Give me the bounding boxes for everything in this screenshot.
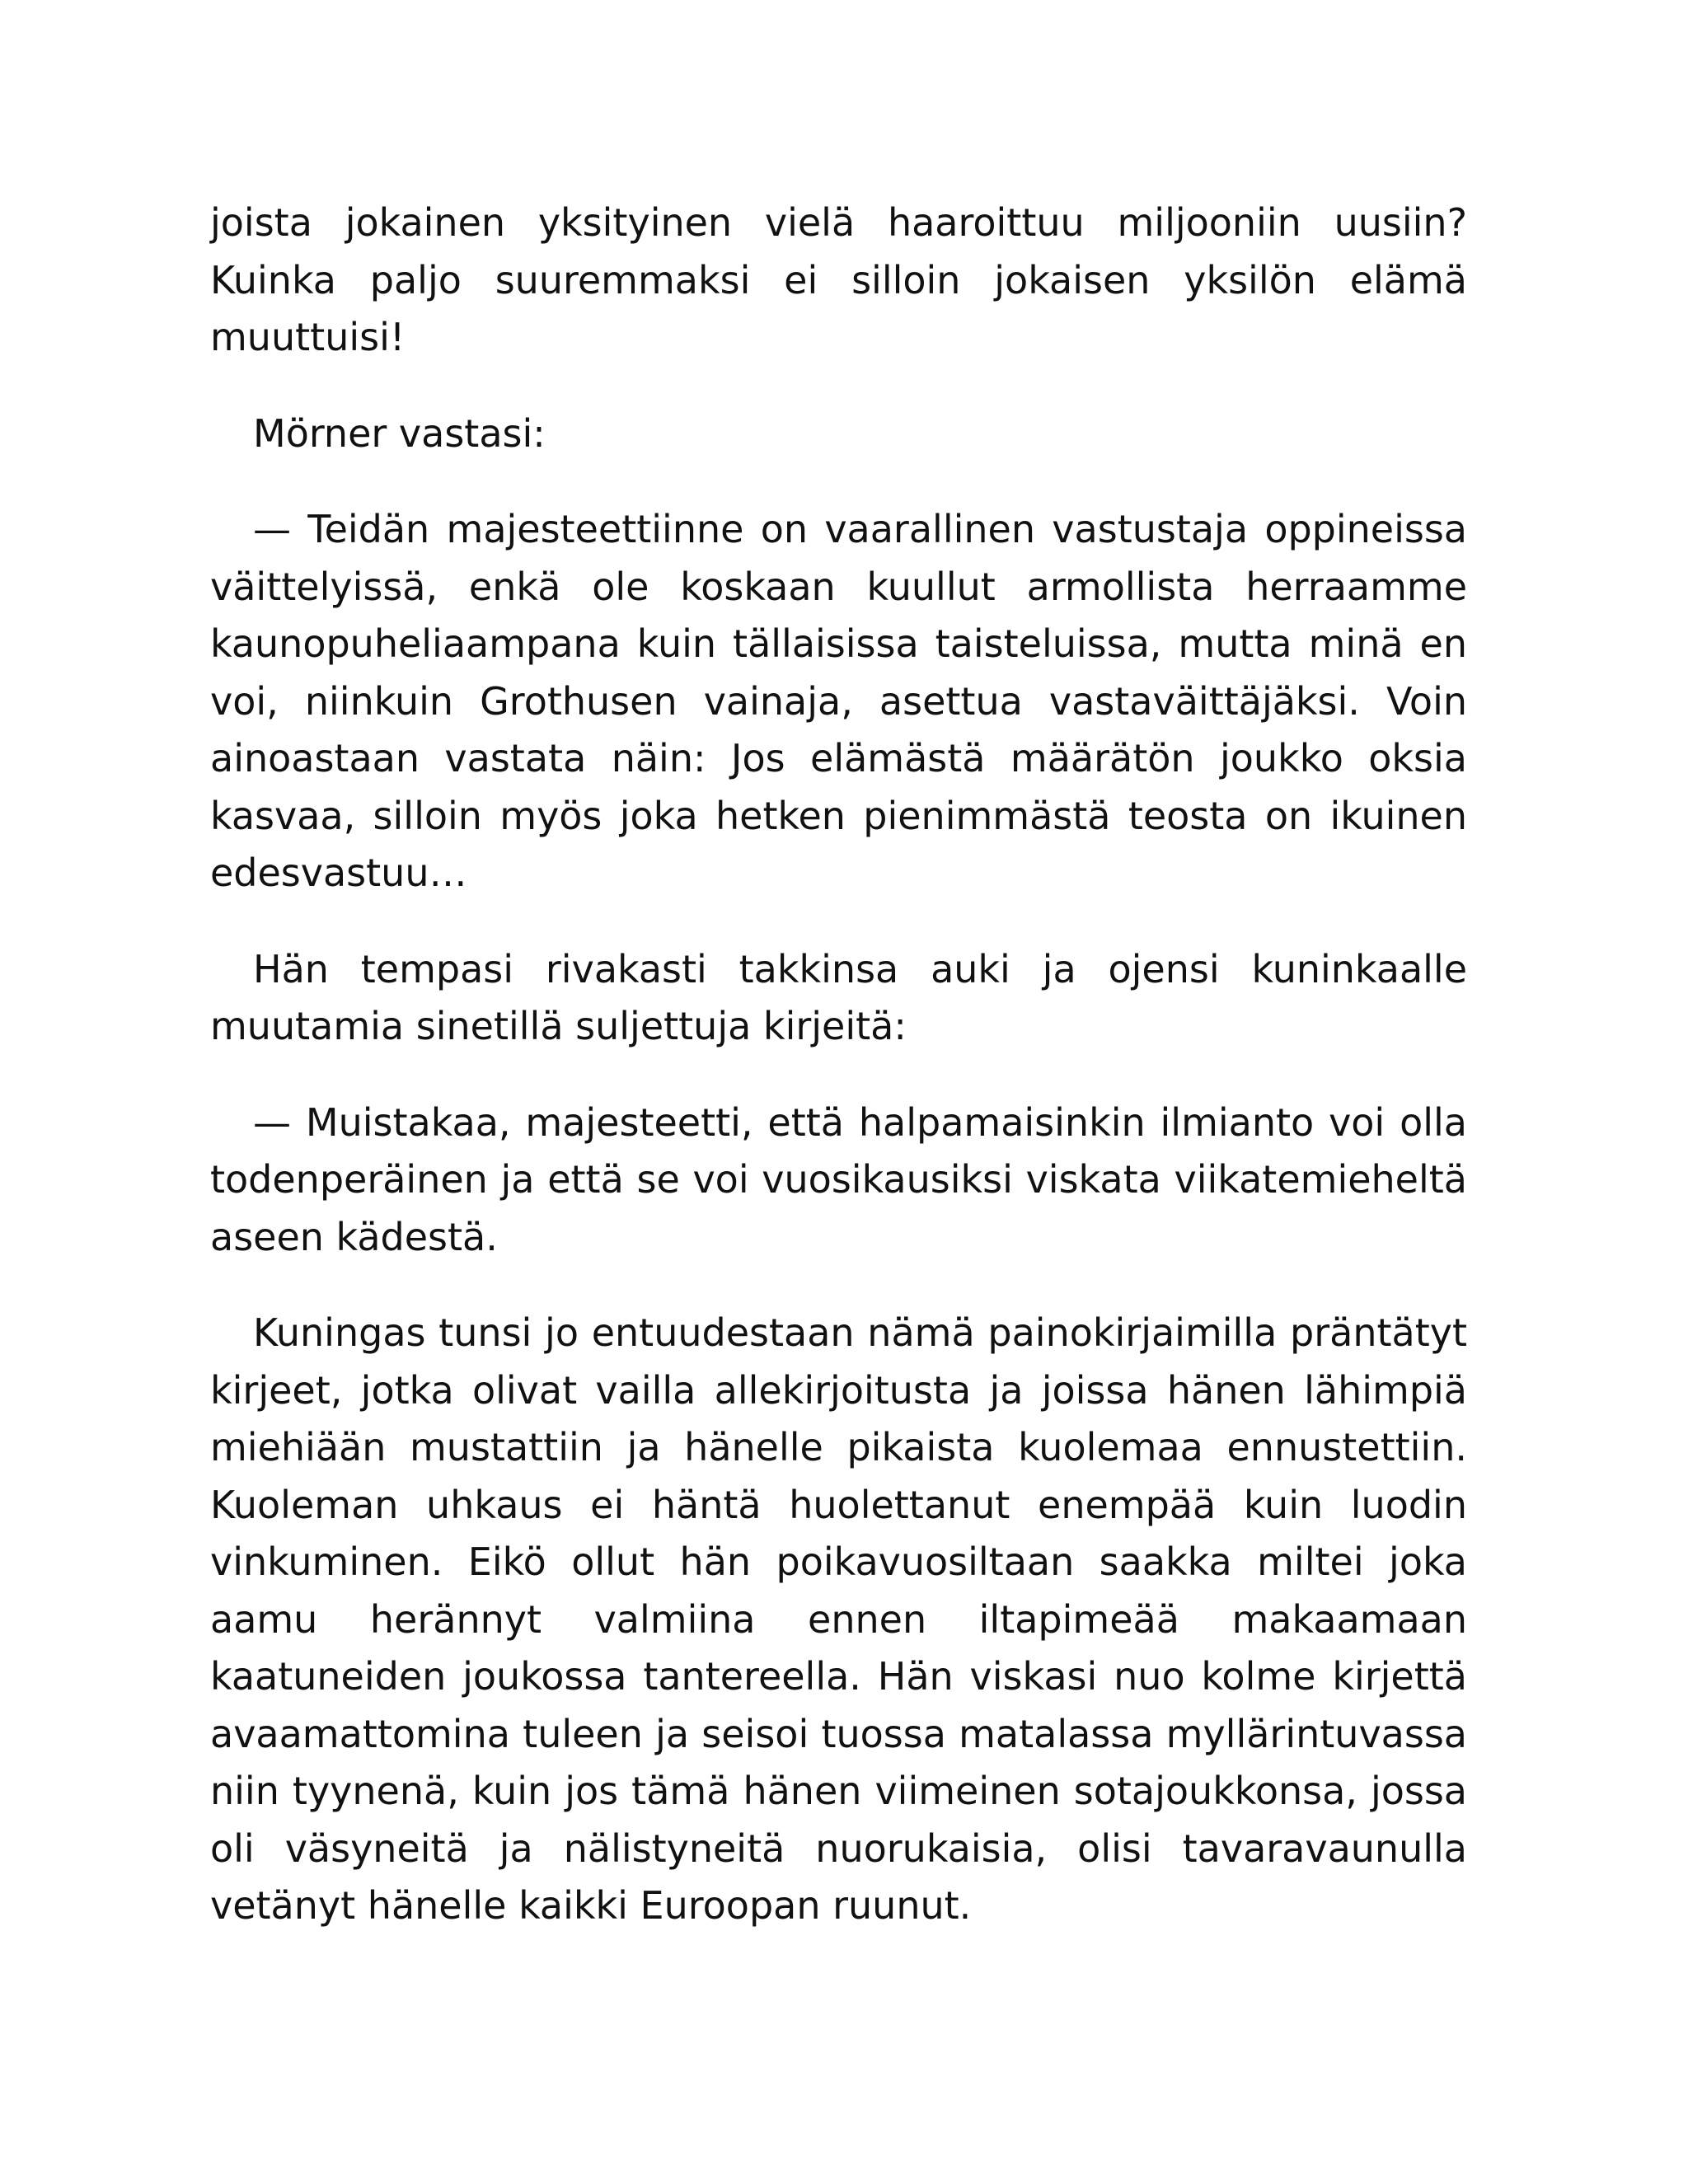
paragraph-3: — Teidän majesteettiinne on vaarallinen vastustaja oppineissa väittelyissä, enkä ole koskaan kuullut armollista herraamme kaunopuheliaampana kuin tällaisissa taisteluissa, mutta minä en voi, niinkuin Grothusen vainaja, asettua vastaväittäjäksi. Voin ainoastaan vastata näin: Jos elämästä määrätön joukko oksia kasvaa, silloin myös joka hetken pienimmästä teosta on ikuinen edesvastuu… (210, 507, 1467, 895)
paragraph-5: — Muistakaa, majesteetti, että halpamaisinkin ilmianto voi olla todenperäinen ja että se voi vuosikausiksi viskata viikatemieheltä aseen kädestä. (210, 1099, 1467, 1259)
paragraph-1: joista jokainen yksityinen vielä haaroittuu miljooniin uusiin? Kuinka paljo suuremmaksi ei silloin jokaisen yksilön elämä muuttuisi! (210, 200, 1467, 359)
document-page (210, 194, 1467, 1974)
paragraph-6: Kuningas tunsi jo entuudestaan nämä painokirjaimilla präntätyt kirjeet, jotka olivat vailla allekirjoitusta ja joissa hänen lähimpiä miehiään mustattiin ja hänelle pikaista kuolemaa ennustettiin. Kuoleman uhkaus ei häntä huolettanut enempää kuin luodin vinkuminen. Eikö ollut hän poikavuosiltaan saakka miltei joka aamu herännyt valmiina ennen iltapimeää makaamaan kaatuneiden joukossa tantereella. Hän viskasi nuo kolme kirjettä avaamattomina tuleen ja seisoi tuossa matalassa myllärintuvassa niin tyynenä, kuin jos tämä hänen viimeinen sotajoukkonsa, jossa oli väsyneitä ja nälistyneitä nuorukaisia, olisi tavaravaunulla vetänyt hänelle kaikki Euroopan ruunut. (210, 1310, 1467, 1928)
paragraph-2: Mörner vastasi: (253, 410, 546, 456)
paragraph-4: Hän tempasi rivakasti takkinsa auki ja ojensi kuninkaalle muutamia sinetillä suljettuja kirjeitä: (210, 946, 1467, 1048)
